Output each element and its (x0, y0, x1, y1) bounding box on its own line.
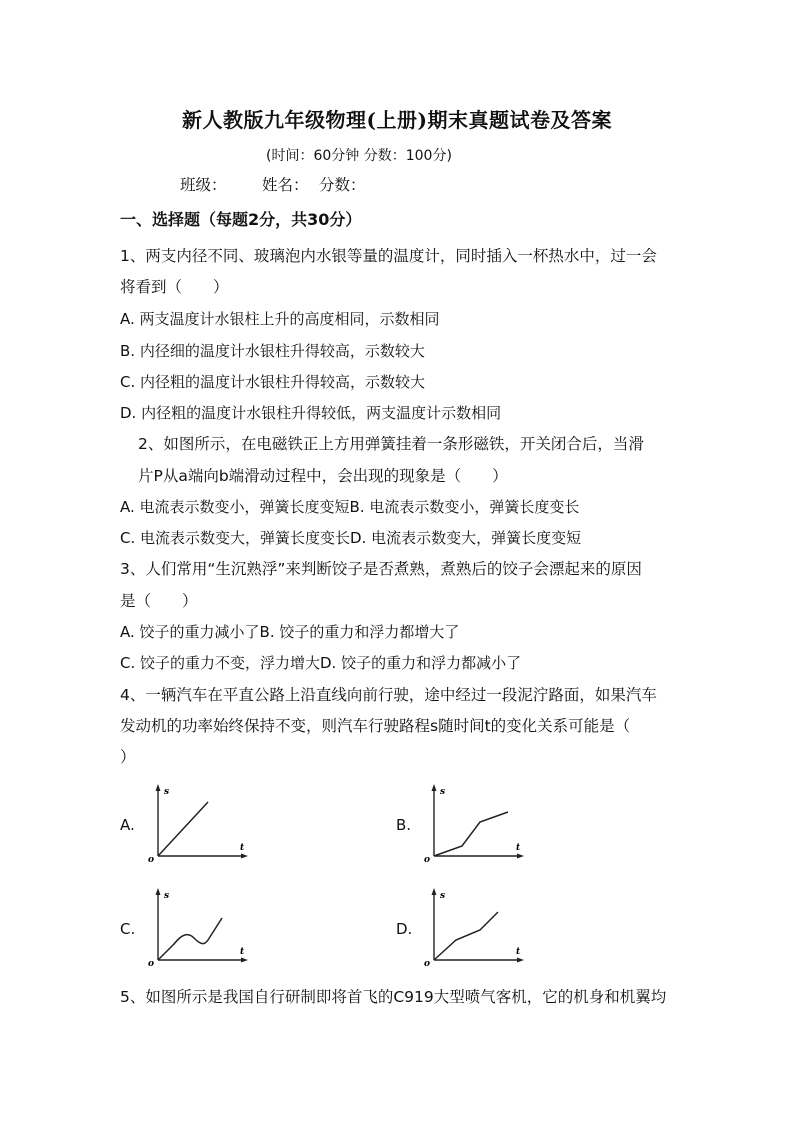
graph-c-curve (158, 918, 222, 960)
graph-c[interactable] (144, 886, 254, 968)
page-title: 新人教版九年级物理(上册)期末真题试卷及答案 (182, 108, 612, 132)
question-5-stem-line1: 5、如图所示是我国自行研制即将首飞的C919大型喷气客机，它的机身和机翼均 (120, 988, 667, 1006)
exam-time-info: (时间：60分钟 分数：100分) (266, 148, 452, 164)
question-2-options-cd: C. 电流表示数变大，弹簧长度变长D. 电流表示数变大，弹簧长度变短 (120, 529, 582, 547)
question-1-option-a: A. 两支温度计水银柱上升的高度相同，示数相同 (120, 310, 440, 328)
class-label: 班级： (180, 176, 227, 194)
graph-a-s-label: s (164, 787, 170, 797)
graph-a-y-arrow (156, 784, 161, 791)
graph-a-origin-label: o (148, 855, 155, 865)
graph-b-s-label: s (440, 787, 446, 797)
graph-c-s-label: s (164, 891, 170, 901)
graph-c-origin-label: o (148, 959, 155, 969)
graph-d-s-label: s (440, 891, 446, 901)
graph-c-t-label: t (240, 947, 245, 957)
question-1-stem-line2: 将看到（ ） (120, 278, 229, 296)
question-1-option-b: B. 内径细的温度计水银柱升得较高，示数较大 (120, 342, 425, 360)
graph-d-t-label: t (516, 947, 521, 957)
question-3-options-cd: C. 饺子的重力不变，浮力增大D. 饺子的重力和浮力都减小了 (120, 654, 522, 672)
question-1-option-c: C. 内径粗的温度计水银柱升得较高，示数较大 (120, 373, 426, 391)
graph-d[interactable] (420, 886, 530, 968)
question-1-stem-line1: 1、两支内径不同、玻璃泡内水银等量的温度计，同时插入一杯热水中，过一会 (120, 247, 657, 265)
graph-c-y-arrow (156, 888, 161, 895)
question-2-stem-line1: 2、如图所示，在电磁铁正上方用弹簧挂着一条形磁铁，开关闭合后，当滑 (138, 435, 644, 453)
graph-c-x-arrow (241, 958, 248, 963)
question-4-stem-line1: 4、一辆汽车在平直公路上沿直线向前行驶，途中经过一段泥泞路面，如果汽车 (120, 686, 657, 704)
graph-b[interactable] (420, 782, 530, 864)
graph-b-x-arrow (517, 854, 524, 859)
graph-d-curve (434, 912, 498, 960)
graph-a-label: A. (120, 816, 135, 834)
question-3-stem-line2: 是（ ） (120, 592, 198, 610)
question-2-options-ab: A. 电流表示数变小，弹簧长度变短B. 电流表示数变小，弹簧长度变长 (120, 498, 580, 516)
graph-b-t-label: t (516, 843, 521, 853)
question-2-stem-line2: 片P从a端向b端滑动过程中，会出现的现象是（ ） (138, 467, 508, 485)
graph-a[interactable] (144, 782, 254, 864)
graph-a-t-label: t (240, 843, 245, 853)
graph-b-label: B. (396, 816, 412, 834)
graph-d-origin-label: o (424, 959, 431, 969)
graph-b-curve (434, 812, 508, 856)
graph-d-y-arrow (432, 888, 437, 895)
graph-d-x-arrow (517, 958, 524, 963)
graph-b-y-arrow (432, 784, 437, 791)
question-3-stem-line1: 3、人们常用“生沉熟浮”来判断饺子是否煮熟，煮熟后的饺子会漂起来的原因 (120, 560, 642, 578)
score-label: 分数： (319, 176, 366, 194)
name-label: 姓名： (262, 176, 309, 194)
graph-d-label: D. (396, 920, 413, 938)
question-4-stem-line3: ） (120, 748, 136, 766)
graph-b-origin-label: o (424, 855, 431, 865)
graph-a-x-arrow (241, 854, 248, 859)
question-1-option-d: D. 内径粗的温度计水银柱升得较低，两支温度计示数相同 (120, 404, 502, 422)
question-3-options-ab: A. 饺子的重力减小了B. 饺子的重力和浮力都增大了 (120, 623, 460, 641)
graph-a-curve (158, 802, 208, 856)
graph-c-label: C. (120, 920, 136, 938)
question-4-stem-line2: 发动机的功率始终保持不变，则汽车行驶路程s随时间t的变化关系可能是（ (120, 717, 631, 735)
section-heading: 一、选择题（每题2分，共30分） (120, 210, 362, 229)
